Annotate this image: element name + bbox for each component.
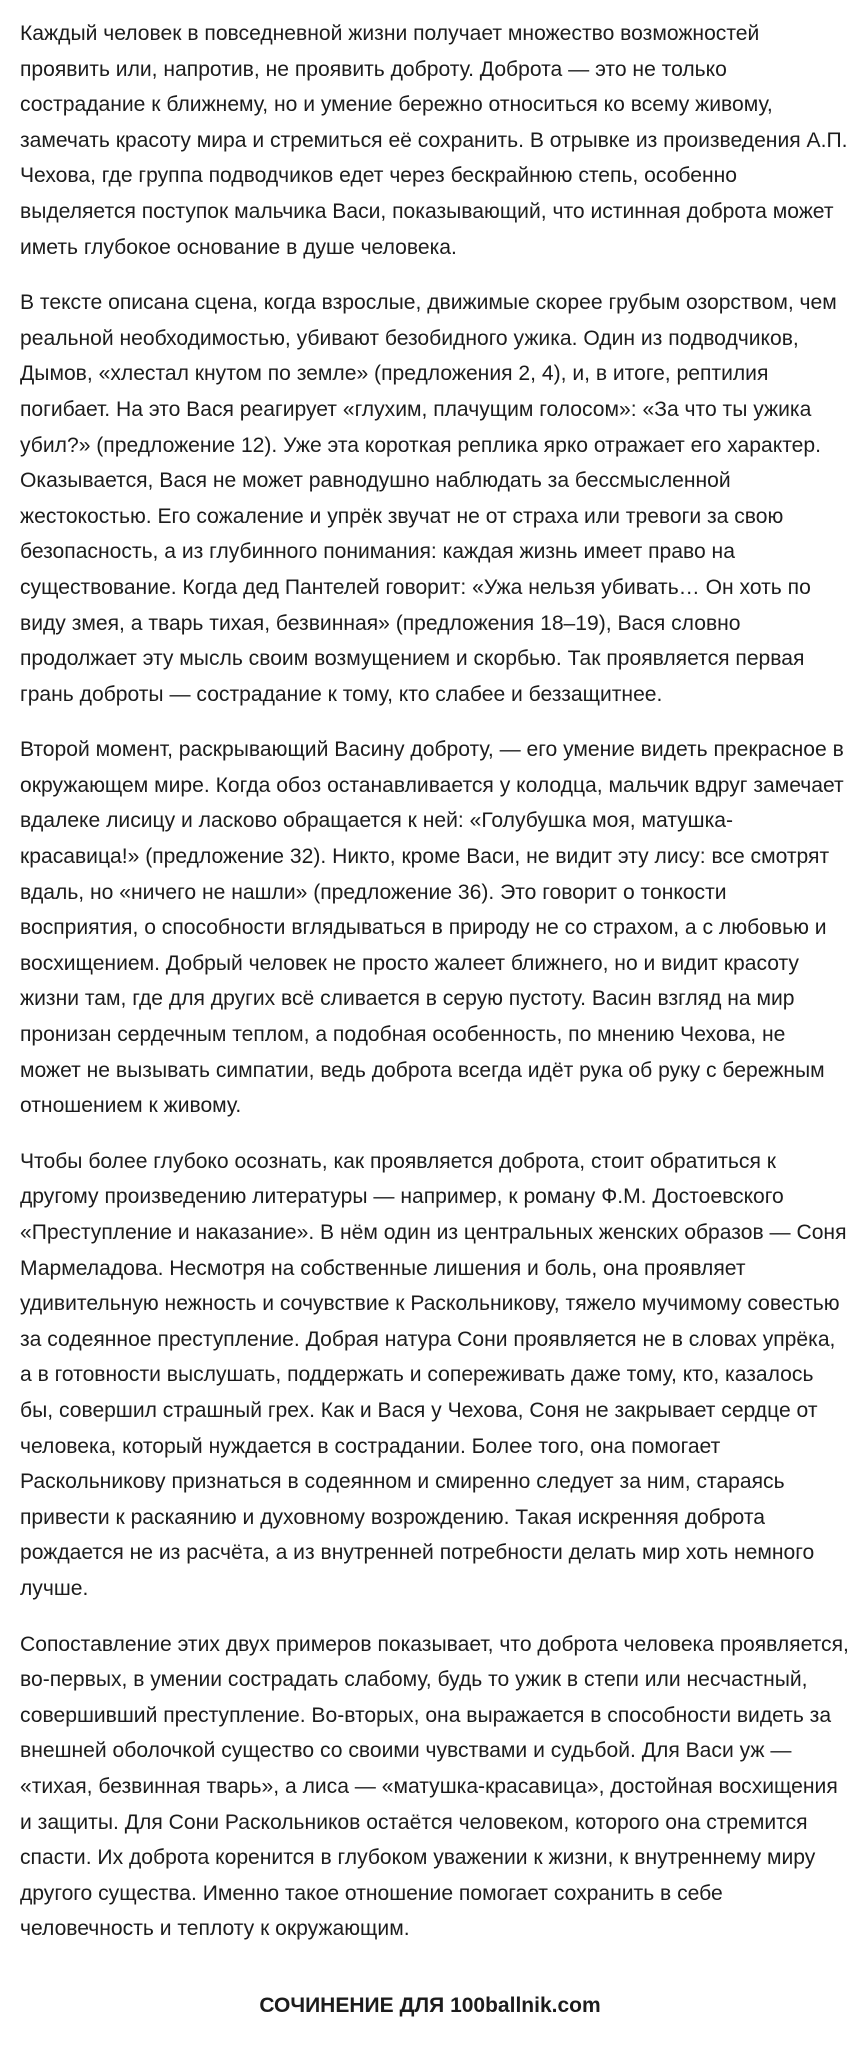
- essay-body: [20, 16, 850, 1967]
- source-footer: СОЧИНЕНИЕ ДЛЯ 100ballnik.com: [259, 1994, 601, 2017]
- essay-paragraph-3: Второй момент, раскрывающий Васину доброту, — его умение видеть прекрасное в окружающем мире. Когда обоз останавливается у колодца, мальчик вдруг замечает вдалеке лисицу и ласково обращается к ней: «Голубушка моя, матушка-красавица!» (предложение 32). Никто, кроме Васи, не видит эту лису: все смотрят вдаль, но «ничего не нашли» (предложение 36). Это говорит о тонкости восприятия, о способности вглядываться в природу не со страхом, а с любовью и восхищением. Добрый человек не просто жалеет ближнего, но и видит красоту жизни там, где для других всё сливается в серую пустоту. Васин взгляд на мир пронизан сердечным теплом, а подобная особенность, по мнению Чехова, не может не вызывать симпатии, ведь доброта всегда идёт рука об руку с бережным отношением к живому.: [20, 738, 844, 1118]
- essay-paragraph-2: В тексте описана сцена, когда взрослые, движимые скорее грубым озорством, чем реальной необходимостью, убивают безобидного ужика. Один из подводчиков, Дымов, «хлестал кнутом по земле» (предложения 2, 4), и, в итоге, рептилия погибает. На это Вася реагирует «глухим, плачущим голосом»: «За что ты ужика убил?» (предложение 12). Уже эта короткая реплика ярко отражает его характер. Оказывается, Вася не может равнодушно наблюдать за бессмысленной жестокостью. Его сожаление и упрёк звучат не от страха или тревоги за свою безопасность, а из глубинного понимания: каждая жизнь имеет право на существование. Когда дед Пантелей говорит: «Ужа нельзя убивать… Он хоть по виду змея, а тварь тихая, безвинная» (предложения 18–19), Вася словно продолжает эту мысль своим возмущением и скорбью. Так проявляется первая грань доброты — сострадание к тому, кто слабее и беззащитнее.: [20, 291, 837, 706]
- essay-paragraph-5: Сопоставление этих двух примеров показывает, что доброта человека проявляется, во-первых, в умении сострадать слабому, будь то ужик в степи или несчастный, совершивший преступление. Во-вторых, она выражается в способности видеть за внешней оболочкой существо со своими чувствами и судьбой. Для Васи уж — «тихая, безвинная тварь», а лиса — «матушка-красавица», достойная восхищения и защиты. Для Сони Раскольников остаётся человеком, которого она стремится спасти. Их доброта коренится в глубоком уважении к жизни, к внутреннему миру другого существа. Именно такое отношение помогает сохранить в себе человечность и теплоту к окружающим.: [20, 1632, 849, 1941]
- essay-paragraph-1: Каждый человек в повседневной жизни получает множество возможностей проявить или, напротив, не проявить доброту. Доброта — это не только сострадание к ближнему, но и умение бережно относиться ко всему живому, замечать красоту мира и стремиться её сохранить. В отрывке из произведения А.П. Чехова, где группа подводчиков едет через бескрайнюю степь, особенно выделяется поступок мальчика Васи, показывающий, что истинная доброта может иметь глубокое основание в душе человека.: [20, 22, 848, 259]
- essay-paragraph-4: Чтобы более глубоко осознать, как проявляется доброта, стоит обратиться к другому произведению литературы — например, к роману Ф.М. Достоевского «Преступление и наказание». В нём один из центральных женских образов — Соня Мармеладова. Несмотря на собственные лишения и боль, она проявляет удивительную нежность и сочувствие к Раскольникову, тяжело мучимому совестью за содеянное преступление. Добрая натура Сони проявляется не в словах упрёка, а в готовности выслушать, поддержать и сопереживать даже тому, кто, казалось бы, совершил страшный грех. Как и Вася у Чехова, Соня не закрывает сердце от человека, который нуждается в сострадании. Более того, она помогает Раскольникову признаться в содеянном и смиренно следует за ним, стараясь привести к раскаянию и духовному возрождению. Такая искренняя доброта рождается не из расчёта, а из внутренней потребности делать мир хоть немного лучше.: [20, 1149, 847, 1600]
